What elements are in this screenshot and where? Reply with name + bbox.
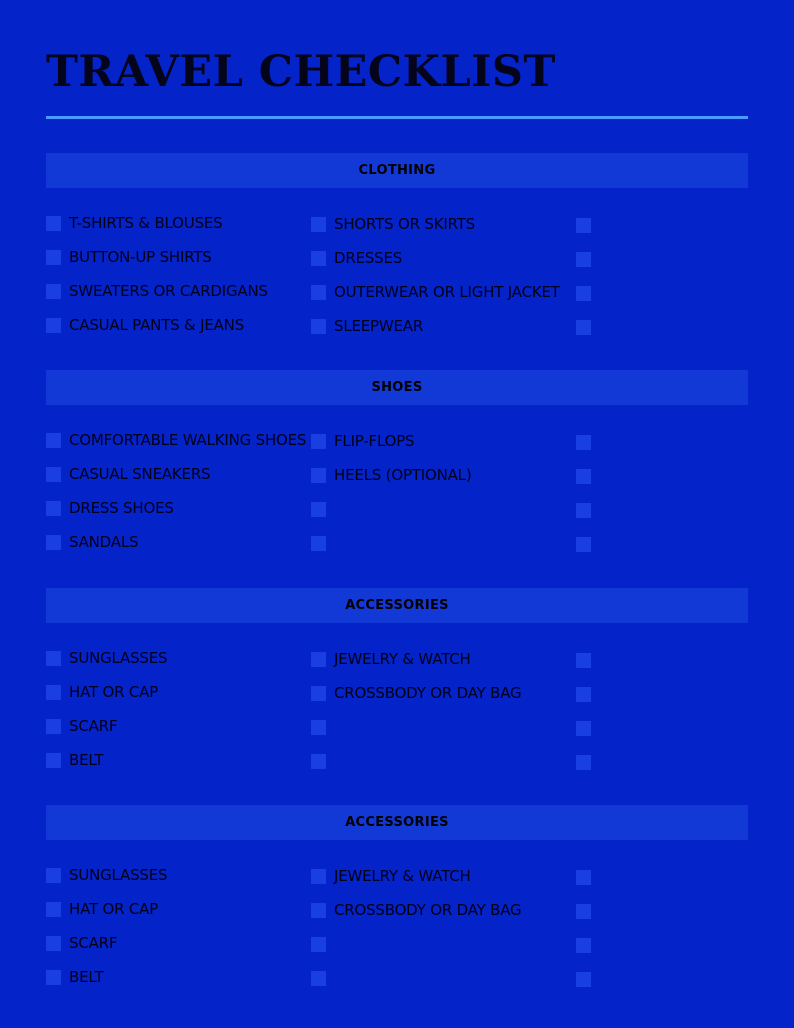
checklist-row xyxy=(46,465,748,499)
section-accessories-3 xyxy=(46,805,748,986)
title-divider xyxy=(46,116,748,119)
section-header: CLOTHING xyxy=(46,153,748,188)
section-clothing-0 xyxy=(46,153,748,335)
checklist-item-label: SANDALS xyxy=(69,533,139,551)
checkbox[interactable] xyxy=(311,434,326,449)
checklist-item[interactable] xyxy=(311,935,334,953)
checklist-item-label: HAT OR CAP xyxy=(69,900,159,918)
checklist-item[interactable] xyxy=(576,719,599,737)
checklist-item-label: SHORTS OR SKIRTS xyxy=(334,215,475,233)
checklist-item-label: DRESSES xyxy=(334,249,403,267)
checklist-item[interactable] xyxy=(46,431,306,449)
checklist-item[interactable] xyxy=(576,902,599,920)
checklist-row xyxy=(46,533,748,567)
checklist-item[interactable] xyxy=(46,683,158,701)
checkbox[interactable] xyxy=(576,755,591,770)
checklist-item[interactable] xyxy=(311,901,521,919)
checklist-item[interactable] xyxy=(46,214,223,232)
checklist-item-label: CASUAL SNEAKERS xyxy=(69,465,211,483)
checklist-item[interactable] xyxy=(311,684,521,702)
checkbox[interactable] xyxy=(576,435,591,450)
checklist-row xyxy=(46,248,748,282)
checklist-row xyxy=(46,214,748,248)
checklist-item[interactable] xyxy=(576,433,599,451)
checklist-item[interactable] xyxy=(311,969,334,987)
checkbox[interactable] xyxy=(311,319,326,334)
checklist-row xyxy=(46,717,748,751)
checklist-item[interactable] xyxy=(46,465,210,483)
checklist-item[interactable] xyxy=(576,868,599,886)
checklist-item[interactable] xyxy=(46,751,103,769)
checkbox[interactable] xyxy=(576,721,591,736)
checklist-item[interactable] xyxy=(311,249,402,267)
checkbox[interactable] xyxy=(311,903,326,918)
checklist-item-label: SCARF xyxy=(69,934,118,952)
checklist-item[interactable] xyxy=(46,717,117,735)
checklist-item-label: CASUAL PANTS & JEANS xyxy=(69,316,245,334)
checklist-row xyxy=(46,649,748,683)
checklist-row xyxy=(46,934,748,968)
checkbox[interactable] xyxy=(46,719,61,734)
checkbox[interactable] xyxy=(576,870,591,885)
checklist-item[interactable] xyxy=(46,934,117,952)
checkbox[interactable] xyxy=(311,285,326,300)
checklist-item[interactable] xyxy=(46,533,138,551)
checklist-item-label: T-SHIRTS & BLOUSES xyxy=(69,214,223,232)
checklist-item[interactable] xyxy=(576,501,599,519)
checklist-item[interactable] xyxy=(46,316,244,334)
checklist-row xyxy=(46,316,748,350)
checklist-item[interactable] xyxy=(311,500,334,518)
checkbox[interactable] xyxy=(576,537,591,552)
checklist-item[interactable] xyxy=(311,317,423,335)
checkbox[interactable] xyxy=(576,938,591,953)
page-title: TRAVEL CHECKLIST xyxy=(46,47,556,97)
checkbox[interactable] xyxy=(576,972,591,987)
section-header: ACCESSORIES xyxy=(46,588,748,623)
checkbox[interactable] xyxy=(46,318,61,333)
checklist-item-label: HAT OR CAP xyxy=(69,683,159,701)
checkbox[interactable] xyxy=(46,501,61,516)
checklist-item-label: SCARF xyxy=(69,717,118,735)
checklist-rows xyxy=(46,214,748,350)
checkbox[interactable] xyxy=(46,250,61,265)
checklist-item-label: CROSSBODY OR DAY BAG xyxy=(334,684,522,702)
section-accessories-2 xyxy=(46,588,748,769)
checklist-row xyxy=(46,499,748,533)
checklist-row xyxy=(46,866,748,900)
checkbox[interactable] xyxy=(576,904,591,919)
checklist-item[interactable] xyxy=(46,499,174,517)
checkbox[interactable] xyxy=(311,971,326,986)
checklist-item[interactable] xyxy=(46,649,167,667)
checkbox[interactable] xyxy=(576,218,591,233)
checkbox[interactable] xyxy=(46,535,61,550)
checklist-item[interactable] xyxy=(46,968,103,986)
checklist-row xyxy=(46,751,748,785)
checkbox[interactable] xyxy=(311,686,326,701)
section-header: ACCESSORIES xyxy=(46,805,748,840)
checklist-item-label: CROSSBODY OR DAY BAG xyxy=(334,901,522,919)
checklist-item-label: DRESS SHOES xyxy=(69,499,174,517)
checklist-item-label: HEELS (OPTIONAL) xyxy=(334,466,472,484)
checkbox[interactable] xyxy=(46,936,61,951)
checkbox[interactable] xyxy=(311,468,326,483)
checklist-item-label: FLIP-FLOPS xyxy=(334,432,415,450)
checkbox[interactable] xyxy=(311,251,326,266)
checklist-item-label: SUNGLASSES xyxy=(69,866,168,884)
checklist-item[interactable] xyxy=(576,467,599,485)
checkbox[interactable] xyxy=(576,687,591,702)
checklist-item[interactable] xyxy=(576,970,599,988)
checkbox[interactable] xyxy=(46,753,61,768)
checklist-item-label: OUTERWEAR OR LIGHT JACKET xyxy=(334,283,560,301)
checklist-item-label: SUNGLASSES xyxy=(69,649,168,667)
checklist-row xyxy=(46,683,748,717)
checklist-item-label: BELT xyxy=(69,968,104,986)
checklist-item-label: COMFORTABLE WALKING SHOES xyxy=(69,431,307,449)
checkbox[interactable] xyxy=(311,754,326,769)
checklist-item[interactable] xyxy=(576,651,599,669)
checkbox[interactable] xyxy=(576,503,591,518)
checkbox[interactable] xyxy=(576,286,591,301)
checkbox[interactable] xyxy=(311,652,326,667)
checklist-item[interactable] xyxy=(576,250,599,268)
checklist-item[interactable] xyxy=(311,752,334,770)
checklist-item[interactable] xyxy=(46,866,167,884)
checklist-item[interactable] xyxy=(576,284,599,302)
checklist-item-label: JEWELRY & WATCH xyxy=(334,650,471,668)
checkbox[interactable] xyxy=(46,284,61,299)
checkbox[interactable] xyxy=(46,467,61,482)
checkbox[interactable] xyxy=(311,502,326,517)
checkbox[interactable] xyxy=(311,217,326,232)
checklist-item[interactable] xyxy=(311,432,414,450)
checkbox[interactable] xyxy=(311,720,326,735)
checklist-item[interactable] xyxy=(576,685,599,703)
checkbox[interactable] xyxy=(311,536,326,551)
checklist-rows xyxy=(46,431,748,567)
checkbox[interactable] xyxy=(311,937,326,952)
checklist-item[interactable] xyxy=(311,867,471,885)
checklist-rows xyxy=(46,866,748,1002)
checklist-item[interactable] xyxy=(576,535,599,553)
checklist-item[interactable] xyxy=(576,936,599,954)
checkbox[interactable] xyxy=(46,868,61,883)
checklist-row xyxy=(46,900,748,934)
checkbox[interactable] xyxy=(576,469,591,484)
checklist-item-label: SWEATERS OR CARDIGANS xyxy=(69,282,268,300)
checklist-item[interactable] xyxy=(46,282,268,300)
checkbox[interactable] xyxy=(46,433,61,448)
checklist-item-label: JEWELRY & WATCH xyxy=(334,867,471,885)
checklist-item[interactable] xyxy=(46,248,212,266)
checklist-item[interactable] xyxy=(576,753,599,771)
checklist-item-label: BELT xyxy=(69,751,104,769)
section-header: SHOES xyxy=(46,370,748,405)
checkbox[interactable] xyxy=(311,869,326,884)
checkbox[interactable] xyxy=(46,651,61,666)
checklist-row xyxy=(46,431,748,465)
checklist-row xyxy=(46,968,748,1002)
checklist-item[interactable] xyxy=(311,466,471,484)
section-shoes-1 xyxy=(46,370,748,551)
checkbox[interactable] xyxy=(46,685,61,700)
checklist-item[interactable] xyxy=(311,215,475,233)
checkbox[interactable] xyxy=(576,252,591,267)
checklist-rows xyxy=(46,649,748,785)
checklist-item-label: SLEEPWEAR xyxy=(334,317,424,335)
checkbox[interactable] xyxy=(46,216,61,231)
checkbox[interactable] xyxy=(46,970,61,985)
checklist-item[interactable] xyxy=(576,216,599,234)
checklist-item[interactable] xyxy=(311,718,334,736)
checklist-item[interactable] xyxy=(576,318,599,336)
checklist-item[interactable] xyxy=(311,534,334,552)
checkbox[interactable] xyxy=(576,653,591,668)
checklist-row xyxy=(46,282,748,316)
checklist-item-label: BUTTON-UP SHIRTS xyxy=(69,248,212,266)
checklist-item[interactable] xyxy=(311,650,471,668)
checkbox[interactable] xyxy=(46,902,61,917)
checklist-item[interactable] xyxy=(46,900,158,918)
checklist-item[interactable] xyxy=(311,283,560,301)
checkbox[interactable] xyxy=(576,320,591,335)
